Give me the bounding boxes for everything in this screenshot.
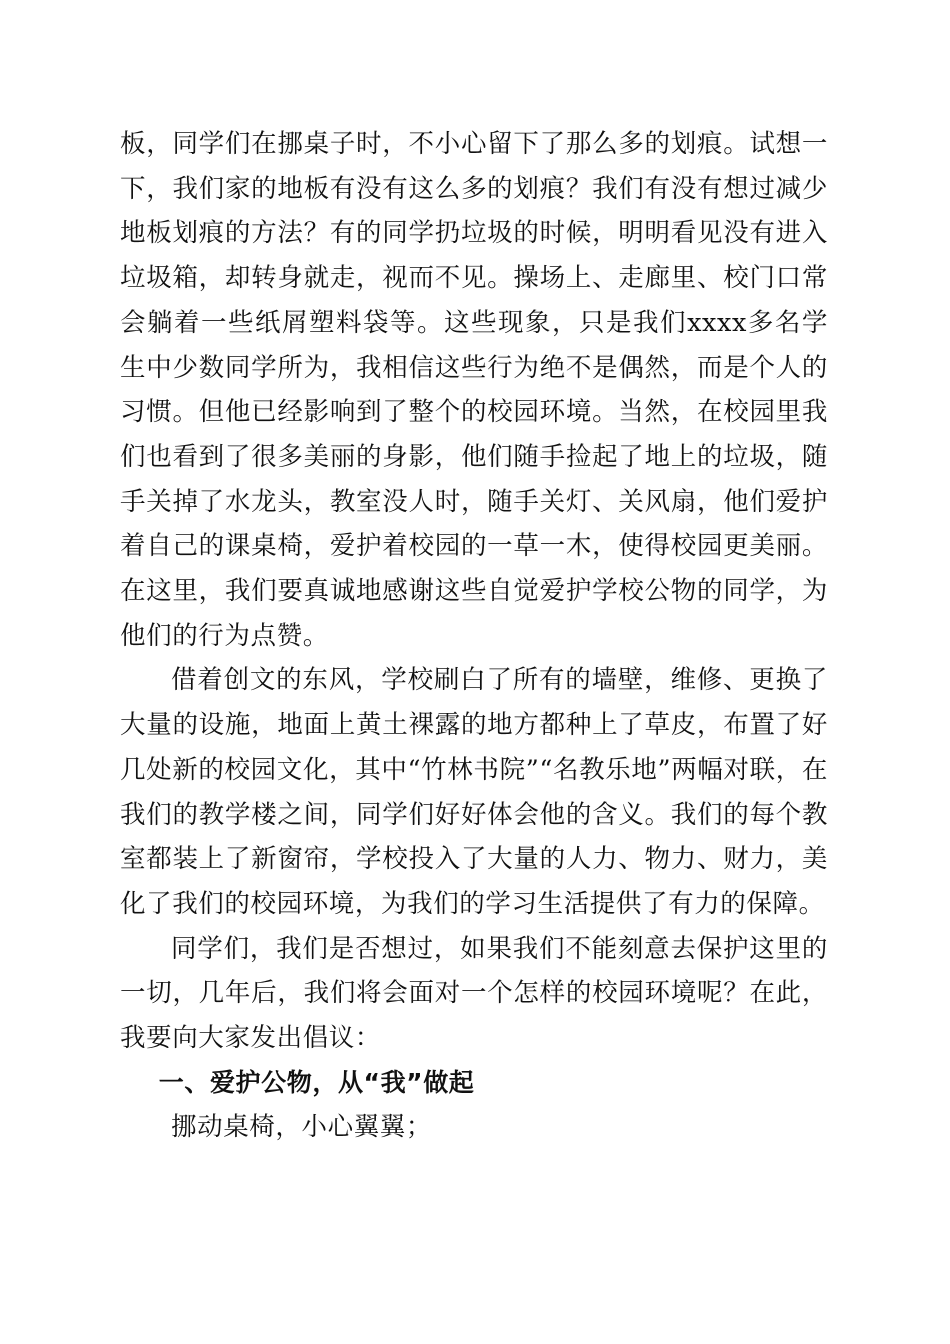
proposal-item-1: 挪动桌椅，小心翼翼； bbox=[171, 1112, 433, 1143]
paragraph-campus-improvements: 借着创文的东风，学校刷白了所有的墙壁，维修、更换了大量的设施，地面上黄土裸露的地方都种上了草皮，布置了好几处新的校园文化，其中“竹林书院”“名教乐地”两幅对联，在我们的教学楼之间，同学们好好体会他的含义。我们的每个教室都装上了新窗帘，学校投入了大量的人力、物力、财力，美化了我们的校园环境，为我们的学习生活提供了有力的保障。 bbox=[120, 665, 828, 919]
section-heading-1: 一、爱护公物，从“我”做起 bbox=[158, 1067, 475, 1097]
document-body bbox=[120, 122, 828, 1150]
paragraph-continuation: 板，同学们在挪桌子时，不小心留下了那么多的划痕。试想一下，我们家的地板有没有这么多的划痕？我们有没有想过减少地板划痕的方法？有的同学扔垃圾的时候，明明看见没有进入垃圾箱，却转身就走，视而不见。操场上、走廊里、校门口常会躺着一些纸屑塑料袋等。这些现象，只是我们xxxx多名学生中少数同学所为，我相信这些行为绝不是偶然，而是个人的习惯。但他已经影响到了整个的校园环境。当然，在校园里我们也看到了很多美丽的身影，他们随手捡起了地上的垃圾，随手关掉了水龙头，教室没人时，随手关灯、关风扇，他们爱护着自己的课桌椅，爱护着校园的一草一木，使得校园更美丽。在这里，我们要真诚地感谢这些自觉爱护学校公物的同学，为他们的行为点赞。 bbox=[120, 129, 828, 651]
paragraph-proposal-intro: 同学们，我们是否想过，如果我们不能刻意去保护这里的一切，几年后，我们将会面对一个怎样的校园环境呢？在此，我要向大家发出倡议： bbox=[120, 933, 828, 1054]
